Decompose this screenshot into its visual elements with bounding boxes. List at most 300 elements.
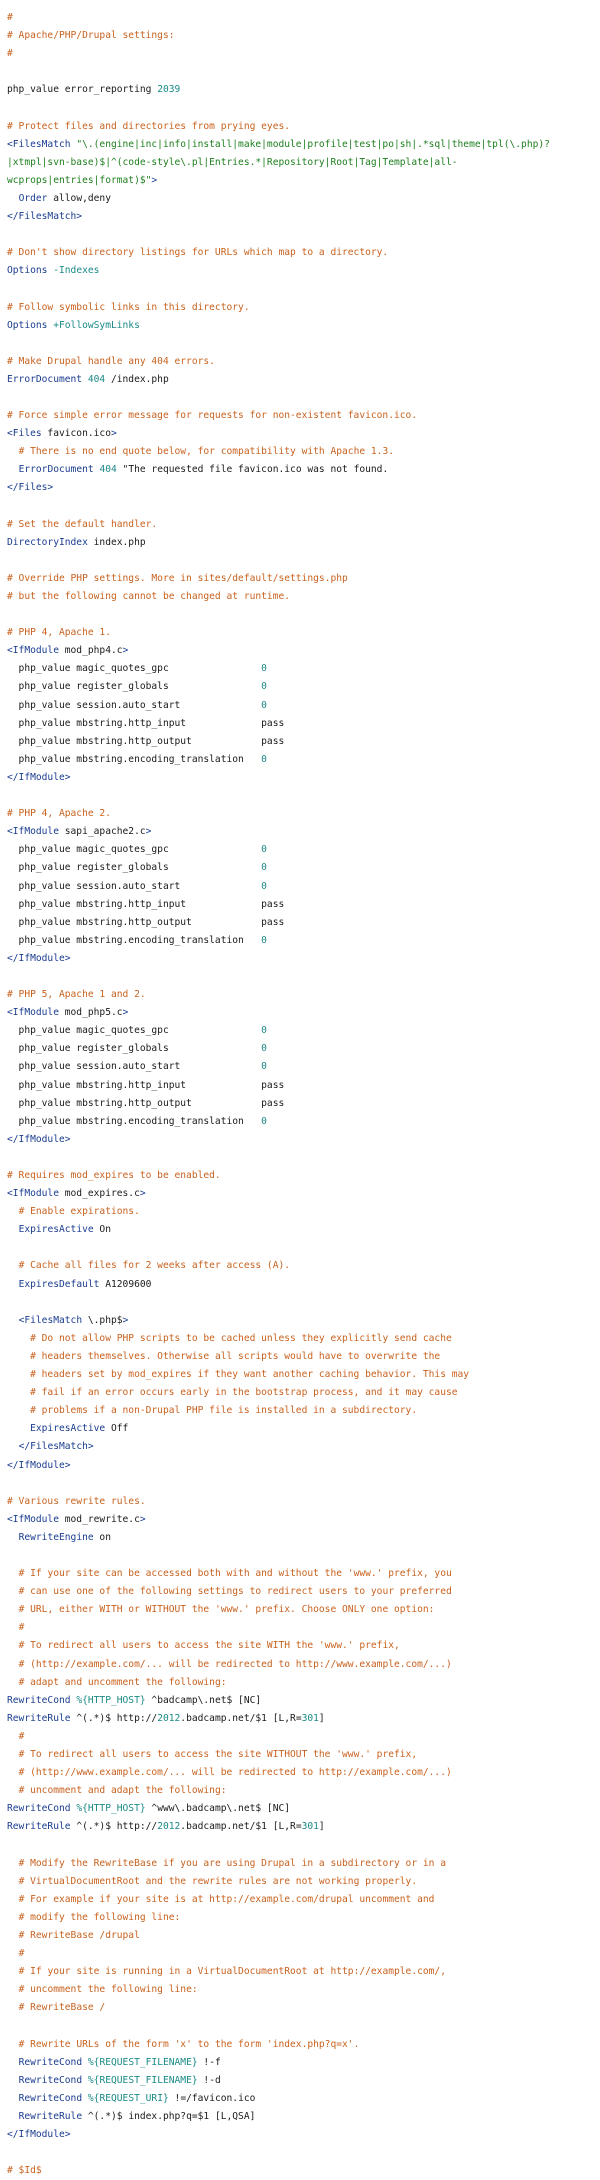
comment-token: # Set the default handler. — [7, 518, 158, 530]
code-line — [7, 1384, 600, 1402]
comment-token: # Various rewrite rules. — [7, 1495, 146, 1507]
code-line — [7, 2017, 600, 2035]
code-line — [7, 932, 600, 950]
code-line — [7, 2108, 600, 2126]
comment-token: # $Id$ — [7, 2165, 42, 2177]
code-line — [7, 1529, 600, 1547]
text-token — [7, 1858, 19, 1869]
comment-token: # Do not allow PHP scripts to be cached unless they explicitly send cache — [30, 1332, 452, 1344]
directive-token: RewriteCond — [7, 1803, 71, 1815]
value-token: 0 — [261, 934, 267, 946]
code-line — [7, 425, 600, 443]
value-token: %{REQUEST_URI} — [87, 2092, 169, 2104]
code-line — [7, 45, 600, 63]
value-token: 2039 — [157, 84, 181, 96]
text-token — [7, 1731, 19, 1742]
text-token — [7, 1604, 19, 1615]
code-line — [7, 968, 600, 986]
comment-token: # For example if your site is at http://example.com/drupal uncomment and — [18, 1893, 435, 1905]
code-line — [7, 1565, 600, 1583]
code-line — [7, 751, 600, 769]
value-token: 301 — [301, 1821, 319, 1833]
directive-token: </IfModule> — [7, 771, 71, 783]
comment-token: # modify the following line: — [18, 1911, 181, 1923]
directive-token: Options — [7, 265, 48, 277]
code-line — [7, 588, 600, 606]
code-line — [7, 1004, 600, 1022]
comment-token: # There is no end quote below, for compatibility with Apache 1.3. — [18, 446, 394, 458]
text-token: on — [93, 1531, 111, 1543]
code-line — [7, 552, 600, 570]
value-token: %{HTTP_HOST} — [76, 1803, 146, 1815]
text-token: php_value session.auto_start — [7, 880, 262, 892]
value-token: %{REQUEST_FILENAME} — [87, 2056, 198, 2068]
code-line — [7, 1312, 600, 1330]
text-token — [7, 446, 19, 457]
value-token: 0 — [261, 681, 267, 693]
code-line — [7, 1782, 600, 1800]
code-line — [7, 208, 600, 226]
code-line — [7, 1294, 600, 1312]
code-line — [7, 461, 600, 479]
value-token: 0 — [261, 880, 267, 892]
code-line — [7, 1999, 600, 2017]
text-token: php_value mbstring.encoding_translation — [7, 934, 262, 946]
directive-token: > — [139, 1513, 146, 1525]
text-token: On — [93, 1224, 111, 1236]
directive-token: <IfModule — [7, 1188, 59, 1200]
text-token: \.php$ — [82, 1314, 123, 1326]
code-line — [7, 624, 600, 642]
code-line — [7, 733, 600, 751]
code-line — [7, 99, 600, 117]
code-line — [7, 1818, 600, 1836]
text-token — [7, 1423, 30, 1434]
code-line — [7, 2162, 600, 2180]
string-token: "\.(engine|inc|info|install|make|module|profile|test|po|sh|.*sql|theme|tpl(\.php)? — [76, 138, 550, 150]
comment-token: # If your site is running in a VirtualDocumentRoot at http://example.com/, — [18, 1966, 446, 1978]
directive-token: RewriteCond — [18, 2074, 83, 2086]
code-line — [7, 1656, 600, 1674]
text-token: mod_php5.c — [58, 1007, 123, 1019]
code-line — [7, 914, 600, 932]
comment-token: # Don't show directory listings for URLs which map to a directory. — [7, 247, 389, 259]
comment-token: # Modify the RewriteBase if you are using Drupal in a subdirectory or in a — [18, 1857, 446, 1869]
text-token: php_value error_reporting — [7, 84, 158, 96]
value-token: 0 — [261, 1025, 267, 1037]
directive-token: </Files> — [7, 482, 54, 494]
comment-token: # Enable expirations. — [18, 1206, 140, 1218]
code-line — [7, 1800, 600, 1818]
value-token: 0 — [261, 1043, 267, 1055]
text-token: mod_rewrite.c — [58, 1513, 140, 1525]
code-line — [7, 1583, 600, 1601]
text-token — [7, 1894, 19, 1905]
code-line — [7, 299, 600, 317]
directive-token: > — [122, 1007, 129, 1019]
code-line — [7, 1981, 600, 1999]
code-line — [7, 498, 600, 516]
code-line — [7, 2144, 600, 2162]
code-line — [7, 1203, 600, 1221]
comment-token: # Protect files and directories from prying eyes. — [7, 120, 291, 132]
text-token: php_value mbstring.http_output pass — [7, 916, 285, 928]
code-line — [7, 136, 600, 154]
directive-token: DirectoryIndex — [7, 536, 88, 548]
directive-token: RewriteCond — [18, 2056, 83, 2068]
code-line — [7, 2036, 600, 2054]
code-line — [7, 805, 600, 823]
code-line — [7, 1475, 600, 1493]
directive-token: > — [151, 174, 158, 186]
value-token: 0 — [261, 1115, 267, 1127]
directive-token: RewriteRule — [7, 1712, 71, 1724]
value-token: -Indexes — [53, 265, 100, 277]
code-line — [7, 1348, 600, 1366]
text-token: !-f — [197, 2056, 221, 2068]
code-line — [7, 154, 600, 172]
code-line — [7, 1619, 600, 1637]
value-token: %{HTTP_HOST} — [76, 1694, 146, 1706]
text-token: allow,deny — [47, 192, 111, 204]
text-token: ^(.*)$ http:// — [70, 1821, 158, 1833]
value-token: %{REQUEST_FILENAME} — [87, 2074, 198, 2086]
code-line — [7, 570, 600, 588]
directive-token: ExpiresDefault — [18, 1278, 100, 1290]
code-line — [7, 353, 600, 371]
directive-token: > — [122, 645, 129, 657]
comment-token: # adapt and uncomment the following: — [18, 1676, 227, 1688]
code-line — [7, 371, 600, 389]
text-token — [7, 1767, 19, 1778]
code-line — [7, 534, 600, 552]
code-line — [7, 1402, 600, 1420]
value-token: 0 — [261, 753, 267, 765]
directive-token: RewriteRule — [7, 1821, 71, 1833]
directive-token: > — [139, 1188, 146, 1200]
code-line — [7, 1909, 600, 1927]
directive-token: </IfModule> — [7, 1133, 71, 1145]
code-line — [7, 950, 600, 968]
value-token: 404 — [99, 464, 117, 476]
text-token — [7, 1912, 19, 1923]
text-token — [7, 2039, 19, 2050]
code-line — [7, 443, 600, 461]
text-token: /index.php — [105, 373, 169, 385]
text-token — [7, 2057, 19, 2068]
code-line — [7, 244, 600, 262]
comment-token: # Requires mod_expires to be enabled. — [7, 1170, 221, 1181]
code-line — [7, 317, 600, 335]
directive-token: RewriteCond — [7, 1694, 71, 1706]
code-line — [7, 1022, 600, 1040]
comment-token: # Make Drupal handle any 404 errors. — [7, 355, 215, 367]
text-token: mod_expires.c — [58, 1188, 140, 1200]
directive-token: Options — [7, 319, 48, 331]
comment-token: # headers themselves. Otherwise all scripts would have to overwrite the — [30, 1350, 441, 1362]
text-token: php_value session.auto_start — [7, 1061, 262, 1073]
text-token: ^badcamp\.net$ [NC] — [145, 1694, 262, 1706]
code-line — [7, 715, 600, 733]
text-token: ^(.*)$ http:// — [70, 1712, 158, 1724]
code-line — [7, 190, 600, 208]
text-token: ^(.*)$ index.php?q=$1 [L,QSA] — [82, 2110, 256, 2122]
comment-token: # To redirect all users to access the site WITHOUT the 'www.' prefix, — [18, 1749, 418, 1760]
code-line — [7, 2126, 600, 2144]
directive-token: <IfModule — [7, 1513, 59, 1525]
comment-token: # PHP 4, Apache 2. — [7, 808, 111, 820]
string-token: wcprops|entries|format)$" — [7, 174, 152, 186]
comment-token: # VirtualDocumentRoot and the rewrite rules are not working properly. — [18, 1875, 418, 1887]
text-token: ] — [318, 1821, 325, 1833]
comment-token: # Force simple error message for requests for non-existent favicon.ico. — [7, 410, 418, 422]
text-token — [7, 1677, 19, 1688]
comment-token: # URL, either WITH or WITHOUT the 'www.' prefix. Choose ONLY one option: — [18, 1604, 435, 1616]
code-line — [7, 606, 600, 624]
text-token: ] — [318, 1712, 325, 1724]
code-line — [7, 1547, 600, 1565]
comment-token: # Apache/PHP/Drupal settings: — [7, 30, 175, 42]
text-token: sapi_apache2.c — [58, 826, 146, 838]
value-token: 0 — [261, 844, 267, 856]
code-line — [7, 81, 600, 99]
comment-token: # — [7, 48, 13, 60]
code-line — [7, 2090, 600, 2108]
code-line — [7, 1239, 600, 1257]
text-token: "The requested file favicon.ico was not found. — [116, 464, 389, 476]
code-line — [7, 172, 600, 190]
text-token — [7, 1749, 19, 1760]
directive-token: <IfModule — [7, 826, 59, 838]
text-token: php_value magic_quotes_gpc — [7, 1025, 262, 1037]
text-token: php_value register_globals — [7, 1043, 262, 1055]
text-token — [7, 1260, 19, 1271]
text-token: php_value session.auto_start — [7, 699, 262, 711]
code-line — [7, 1692, 600, 1710]
code-line — [7, 1149, 600, 1167]
comment-token: # — [18, 1948, 25, 1960]
code-line — [7, 1873, 600, 1891]
code-line — [7, 1457, 600, 1475]
text-token: php_value mbstring.http_input pass — [7, 898, 285, 910]
code-line — [7, 1366, 600, 1384]
code-line — [7, 1257, 600, 1275]
code-line — [7, 1746, 600, 1764]
text-token: php_value register_globals — [7, 681, 262, 693]
directive-token: <Files — [7, 428, 42, 440]
text-token — [7, 1441, 19, 1452]
text-token — [7, 1224, 19, 1235]
directive-token: RewriteEngine — [18, 1531, 94, 1543]
code-line — [7, 1420, 600, 1438]
directive-token: <FilesMatch — [18, 1314, 83, 1326]
text-token — [7, 1206, 19, 1217]
code-line — [7, 27, 600, 45]
comment-token: # can use one of the following settings to redirect users to your preferred — [18, 1586, 452, 1598]
code-line — [7, 335, 600, 353]
text-token: php_value magic_quotes_gpc — [7, 663, 262, 675]
code-line — [7, 787, 600, 805]
directive-token: </IfModule> — [7, 1459, 71, 1471]
text-token — [7, 464, 19, 475]
comment-token: # headers set by mod_expires if they want another caching behavior. This may — [30, 1369, 470, 1381]
code-line — [7, 1276, 600, 1294]
directive-token: </FilesMatch> — [7, 211, 83, 223]
directive-token: ErrorDocument — [18, 464, 94, 476]
comment-token: # Override PHP settings. More in sites/default/settings.php — [7, 572, 348, 584]
text-token: php_value mbstring.http_output pass — [7, 735, 285, 747]
code-line — [7, 1493, 600, 1511]
text-token — [7, 1948, 19, 1959]
directive-token: RewriteCond — [18, 2092, 83, 2104]
text-token — [7, 1315, 19, 1326]
text-token: php_value mbstring.http_output pass — [7, 1097, 285, 1109]
text-token — [7, 193, 19, 204]
code-line — [7, 1330, 600, 1348]
code-line — [7, 280, 600, 298]
text-token — [7, 2093, 19, 2104]
comment-token: # — [18, 1622, 25, 1634]
text-token — [7, 1966, 19, 1977]
value-token: 2012 — [157, 1712, 181, 1724]
code-line — [7, 1601, 600, 1619]
code-line — [7, 1511, 600, 1529]
code-line — [7, 1891, 600, 1909]
code-line — [7, 516, 600, 534]
text-token — [7, 1279, 19, 1290]
code-line — [7, 1438, 600, 1456]
comment-token: # RewriteBase / — [18, 2002, 106, 2014]
value-token: 0 — [261, 699, 267, 711]
comment-token: # Cache all files for 2 weeks after access (A). — [18, 1260, 291, 1272]
text-token — [7, 1369, 30, 1380]
code-line — [7, 1710, 600, 1728]
text-token — [7, 1405, 30, 1416]
text-token: Off — [105, 1423, 129, 1435]
directive-token: > — [145, 826, 152, 838]
code-line — [7, 1945, 600, 1963]
text-token: A1209600 — [99, 1278, 152, 1290]
code-line — [7, 660, 600, 678]
directive-token: ErrorDocument — [7, 373, 83, 385]
directive-token: <FilesMatch — [7, 138, 77, 150]
comment-token: # (http://example.com/... will be redirected to http://www.example.com/...) — [18, 1658, 452, 1670]
text-token: php_value mbstring.encoding_translation — [7, 753, 262, 765]
code-line — [7, 1728, 600, 1746]
text-token — [7, 2075, 19, 2086]
string-token: |xtmpl|svn-base)$|^(code-style\.pl|Entries.*|Repository|Root|Tag|Template|all- — [7, 156, 458, 168]
text-token — [7, 2111, 19, 2122]
comment-token: # problems if a non-Drupal PHP file is installed in a subdirectory. — [30, 1405, 418, 1417]
value-token: 0 — [261, 862, 267, 874]
code-line — [7, 1221, 600, 1239]
code-line — [7, 1674, 600, 1692]
text-token: !-d — [197, 2074, 221, 2086]
code-line — [7, 1927, 600, 1945]
directive-token: > — [122, 1314, 129, 1326]
code-line — [7, 841, 600, 859]
code-line — [7, 859, 600, 877]
comment-token: # PHP 4, Apache 1. — [7, 627, 111, 639]
code-line — [7, 2054, 600, 2072]
text-token — [7, 1984, 19, 1995]
comment-token: # RewriteBase /drupal — [18, 1929, 140, 1941]
value-token: 0 — [261, 1061, 267, 1073]
comment-token: # — [18, 1730, 25, 1742]
directive-token: <IfModule — [7, 645, 59, 657]
code-line — [7, 1855, 600, 1873]
comment-token: # uncomment and adapt the following: — [18, 1785, 227, 1797]
code-line — [7, 1836, 600, 1854]
code-line — [7, 1058, 600, 1076]
comment-token: # — [7, 12, 13, 23]
code-line — [7, 1040, 600, 1058]
code-line — [7, 1095, 600, 1113]
comment-token: # PHP 5, Apache 1 and 2. — [7, 989, 146, 1001]
comment-token: # If your site can be accessed both with and without the 'www.' prefix, you — [18, 1568, 452, 1580]
code-line — [7, 1167, 600, 1185]
directive-token: > — [110, 428, 117, 440]
code-line — [7, 63, 600, 81]
text-token: php_value mbstring.http_input pass — [7, 717, 285, 729]
comment-token: # uncomment the following line: — [18, 1984, 198, 1996]
code-line — [7, 1131, 600, 1149]
comment-token: # but the following cannot be changed at runtime. — [7, 591, 291, 602]
text-token — [7, 1586, 19, 1597]
code-line — [7, 697, 600, 715]
text-token: index.php — [87, 536, 146, 548]
code-line — [7, 1963, 600, 1981]
code-line — [7, 226, 600, 244]
directive-token: <IfModule — [7, 1007, 59, 1019]
value-token: 301 — [301, 1712, 319, 1724]
code-line — [7, 1637, 600, 1655]
code-line — [7, 896, 600, 914]
directive-token: ExpiresActive — [18, 1224, 94, 1236]
text-token: php_value register_globals — [7, 862, 262, 874]
text-token: !=/favicon.ico — [168, 2092, 256, 2104]
directive-token: </IfModule> — [7, 2128, 71, 2140]
text-token — [7, 1659, 19, 1670]
comment-token: # Rewrite URLs of the form 'x' to the form 'index.php?q=x'. — [18, 2038, 360, 2050]
text-token: php_value mbstring.http_input pass — [7, 1079, 285, 1091]
code-line — [7, 1764, 600, 1782]
text-token: ^www\.badcamp\.net$ [NC] — [145, 1803, 291, 1815]
code-line — [7, 878, 600, 896]
code-line — [7, 986, 600, 1004]
code-line — [7, 9, 600, 27]
code-line — [7, 769, 600, 787]
comment-token: # fail if an error occurs early in the bootstrap process, and it may cause — [30, 1387, 458, 1399]
text-token — [7, 1532, 19, 1543]
value-token: 2012 — [157, 1821, 181, 1833]
text-token — [7, 2002, 19, 2013]
directive-token: </IfModule> — [7, 952, 71, 964]
value-token: +FollowSymLinks — [53, 319, 140, 331]
text-token — [7, 1640, 19, 1651]
code-line — [7, 1113, 600, 1131]
value-token: 404 — [87, 373, 106, 385]
text-token — [7, 1351, 30, 1362]
code-line — [7, 118, 600, 136]
text-token: php_value mbstring.encoding_translation — [7, 1115, 262, 1127]
code-line — [7, 1185, 600, 1203]
text-token: mod_php4.c — [58, 645, 123, 657]
comment-token: # To redirect all users to access the site WITH the 'www.' prefix, — [18, 1640, 400, 1652]
text-token: .badcamp.net/$1 [L,R= — [180, 1712, 302, 1724]
text-token: .badcamp.net/$1 [L,R= — [180, 1821, 302, 1833]
text-token — [7, 1930, 19, 1941]
